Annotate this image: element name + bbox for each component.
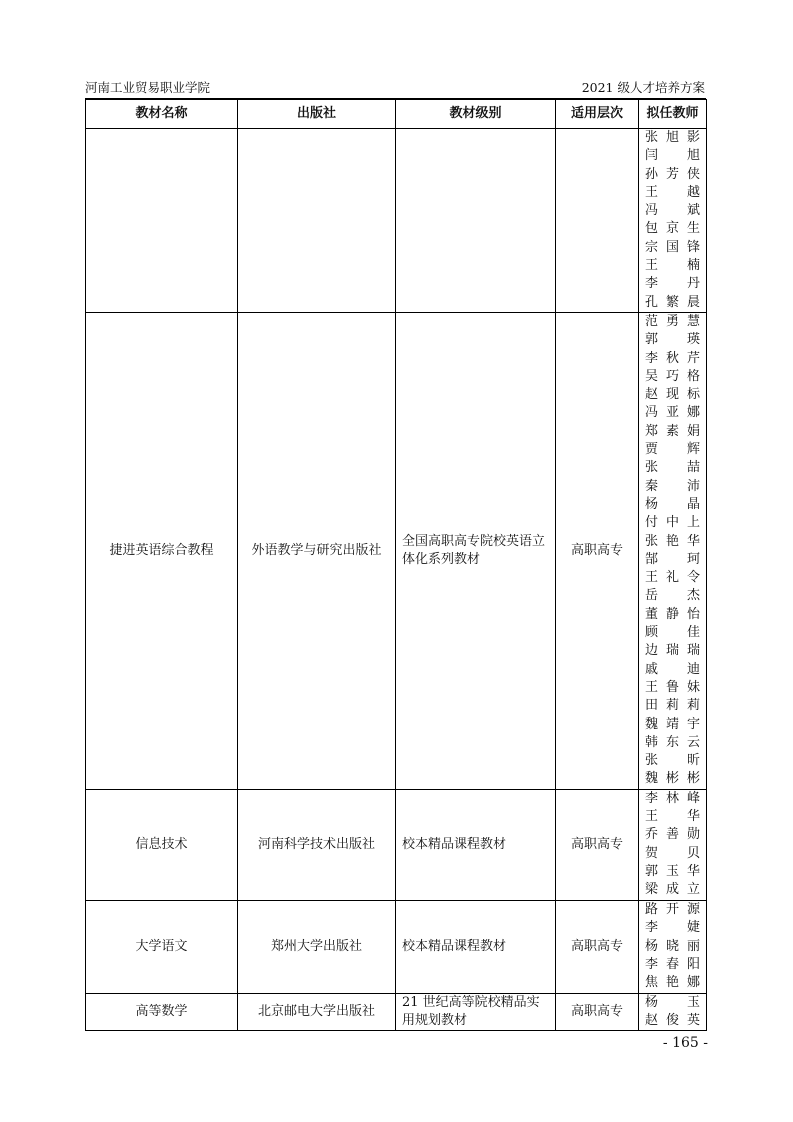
teacher-name: 赵现标 bbox=[645, 387, 700, 403]
textbook-level-cell: 21 世纪高等院校精品实用规划教材 bbox=[396, 993, 556, 1031]
teachers-cell bbox=[639, 129, 707, 313]
applicable-level-cell bbox=[556, 129, 639, 313]
teacher-name: 杨 晶 bbox=[645, 496, 700, 512]
column-header-textbook-name: 教材名称 bbox=[86, 100, 238, 129]
textbook-name-cell: 捷进英语综合教程 bbox=[86, 312, 238, 789]
teacher-name: 韩东云 bbox=[645, 734, 700, 750]
teacher-name: 焦艳娜 bbox=[645, 975, 700, 991]
teacher-name: 李春阳 bbox=[645, 956, 700, 972]
textbook-name-cell bbox=[86, 129, 238, 313]
teacher-name: 张 喆 bbox=[645, 460, 700, 476]
publisher-cell bbox=[238, 129, 396, 313]
teacher-name: 张旭影 bbox=[645, 130, 700, 145]
teacher-name: 赵俊英 bbox=[645, 1012, 700, 1028]
teacher-name: 孔繁晨 bbox=[645, 294, 700, 310]
table-row bbox=[86, 993, 707, 1031]
header-plan-title: 2021 级人才培养方案 bbox=[581, 80, 705, 95]
teacher-name: 贾 辉 bbox=[645, 442, 700, 458]
textbook-level-cell: 校本精品课程教材 bbox=[396, 789, 556, 900]
column-header-publisher: 出版社 bbox=[238, 100, 396, 129]
teacher-name: 冯 斌 bbox=[645, 203, 700, 219]
textbook-name-cell: 大学语文 bbox=[86, 900, 238, 993]
table-header-row bbox=[86, 100, 707, 129]
teacher-name: 顾 佳 bbox=[645, 625, 700, 641]
teacher-name: 张 昕 bbox=[645, 753, 700, 769]
textbook-name-cell: 高等数学 bbox=[86, 993, 238, 1031]
teacher-name: 李 婕 bbox=[645, 920, 700, 936]
applicable-level-cell: 高职高专 bbox=[556, 789, 639, 900]
teacher-name: 吴巧格 bbox=[645, 368, 700, 384]
teacher-name: 魏彬彬 bbox=[645, 771, 700, 787]
teacher-name: 董静怡 bbox=[645, 606, 700, 622]
textbook-level-cell: 全国高职高专院校英语立体化系列教材 bbox=[396, 312, 556, 789]
teacher-name: 张艳华 bbox=[645, 533, 700, 549]
table-row bbox=[86, 129, 707, 313]
teacher-name: 岳 杰 bbox=[645, 588, 700, 604]
teacher-name: 秦 沛 bbox=[645, 478, 700, 494]
page-number: - 165 - bbox=[662, 1035, 708, 1051]
table-row bbox=[86, 900, 707, 993]
teacher-name: 郭 瑛 bbox=[645, 332, 700, 348]
publisher-cell: 外语教学与研究出版社 bbox=[238, 312, 396, 789]
teacher-name: 边瑞瑞 bbox=[645, 643, 700, 659]
teachers-cell bbox=[639, 993, 707, 1031]
table-row bbox=[86, 312, 707, 789]
teacher-name: 田莉莉 bbox=[645, 698, 700, 714]
textbook-name-cell: 信息技术 bbox=[86, 789, 238, 900]
teacher-name: 李林峰 bbox=[645, 790, 700, 806]
teacher-name: 杨 玉 bbox=[645, 994, 700, 1010]
column-header-textbook-level: 教材级别 bbox=[396, 100, 556, 129]
teacher-name: 魏靖宇 bbox=[645, 716, 700, 732]
teacher-name: 王礼令 bbox=[645, 570, 700, 586]
applicable-level-cell: 高职高专 bbox=[556, 312, 639, 789]
teacher-name: 郜 珂 bbox=[645, 551, 700, 567]
teacher-name: 王 越 bbox=[645, 184, 700, 200]
applicable-level-cell: 高职高专 bbox=[556, 900, 639, 993]
teacher-name: 李秋芹 bbox=[645, 350, 700, 366]
publisher-cell: 北京邮电大学出版社 bbox=[238, 993, 396, 1031]
teacher-name: 冯亚娜 bbox=[645, 405, 700, 421]
teacher-name: 范勇慧 bbox=[645, 313, 700, 329]
textbook-level-cell bbox=[396, 129, 556, 313]
table-row bbox=[86, 789, 707, 900]
publisher-cell: 郑州大学出版社 bbox=[238, 900, 396, 993]
teacher-name: 李 丹 bbox=[645, 276, 700, 292]
teacher-name: 闫 旭 bbox=[645, 148, 700, 164]
teacher-name: 乔善勋 bbox=[645, 827, 700, 843]
teacher-name: 王 楠 bbox=[645, 258, 700, 274]
applicable-level-cell: 高职高专 bbox=[556, 993, 639, 1031]
teacher-name: 郑素娟 bbox=[645, 423, 700, 439]
teacher-name: 付中上 bbox=[645, 515, 700, 531]
teacher-name: 郭玉华 bbox=[645, 863, 700, 879]
textbook-table bbox=[85, 99, 707, 1031]
teacher-name: 梁成立 bbox=[645, 882, 700, 898]
teachers-cell bbox=[639, 312, 707, 789]
teachers-cell bbox=[639, 900, 707, 993]
teacher-name: 杨晓丽 bbox=[645, 938, 700, 954]
column-header-applicable-level: 适用层次 bbox=[556, 100, 639, 129]
publisher-cell: 河南科学技术出版社 bbox=[238, 789, 396, 900]
teacher-name: 孙芳侠 bbox=[645, 166, 700, 182]
teacher-name: 王鲁妹 bbox=[645, 679, 700, 695]
teachers-cell bbox=[639, 789, 707, 900]
teacher-name: 王 华 bbox=[645, 809, 700, 825]
teacher-name: 贺 贝 bbox=[645, 845, 700, 861]
teacher-name: 路开源 bbox=[645, 901, 700, 917]
header-school-name: 河南工业贸易职业学院 bbox=[85, 80, 211, 95]
teacher-name: 宗国锋 bbox=[645, 239, 700, 255]
teacher-name: 包京生 bbox=[645, 221, 700, 237]
teacher-name: 戚 迪 bbox=[645, 661, 700, 677]
textbook-level-cell: 校本精品课程教材 bbox=[396, 900, 556, 993]
column-header-teachers: 拟任教师 bbox=[639, 100, 707, 129]
